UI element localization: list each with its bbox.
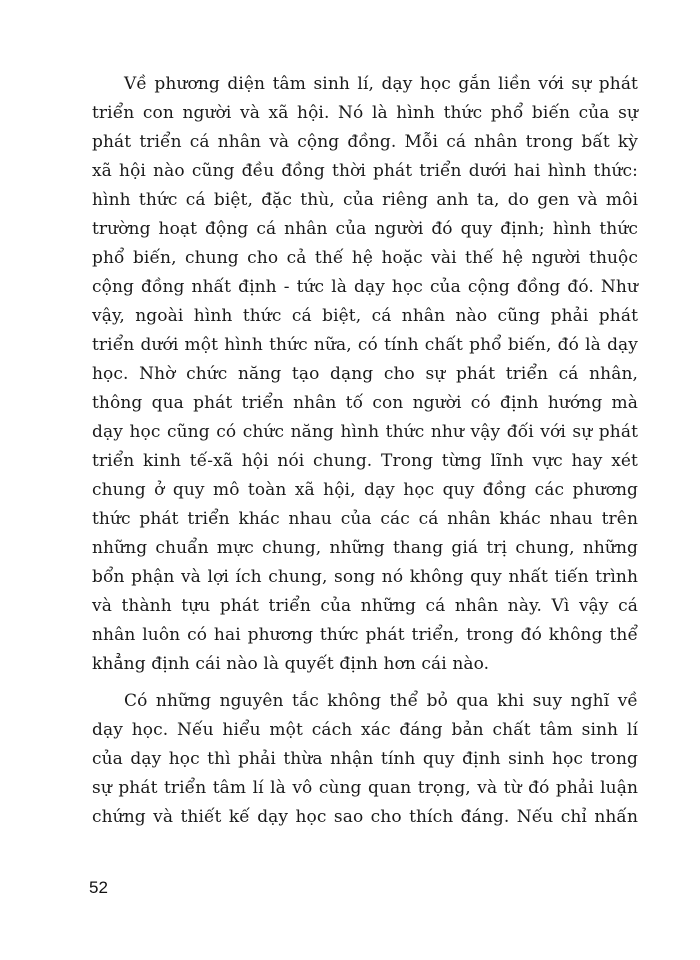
text-line: bổn phận và lợi ích chung, song nó không quy nhất tiến trình bbox=[92, 567, 638, 587]
text-line: Về phương diện tâm sinh lí, dạy học gắn liền với sự phát bbox=[124, 74, 638, 94]
text-line: cộng đồng nhất định - tức là dạy học của cộng đồng đó. Như bbox=[92, 277, 638, 297]
text-line: hình thức cá biệt, đặc thù, của riêng anh ta, do gen và môi bbox=[92, 190, 638, 210]
text-line: học. Nhờ chức năng tạo dạng cho sự phát triển cá nhân, bbox=[92, 364, 638, 384]
text-line: dạy học. Nếu hiểu một cách xác đáng bản chất tâm sinh lí bbox=[92, 720, 638, 740]
text-line: sự phát triển tâm lí là vô cùng quan trọng, và từ đó phải luận bbox=[92, 778, 638, 798]
text-line: thông qua phát triển nhân tố con người có định hướng mà bbox=[92, 393, 638, 413]
page-number: 52 bbox=[89, 878, 108, 897]
text-line: phổ biến, chung cho cả thế hệ hoặc vài thế hệ người thuộc bbox=[92, 248, 638, 268]
text-line: khẳng định cái nào là quyết định hơn cái nào. bbox=[92, 654, 490, 674]
text-line: xã hội nào cũng đều đồng thời phát triển dưới hai hình thức: bbox=[92, 161, 638, 181]
text-line: dạy học cũng có chức năng hình thức như vậy đối với sự phát bbox=[92, 422, 638, 442]
text-line: Có những nguyên tắc không thể bỏ qua khi suy nghĩ về bbox=[124, 691, 638, 711]
text-line: của dạy học thì phải thừa nhận tính quy định sinh học trong bbox=[92, 749, 638, 769]
text-line: triển dưới một hình thức nữa, có tính chất phổ biến, đó là dạy bbox=[92, 335, 638, 355]
text-line: vậy, ngoài hình thức cá biệt, cá nhân nào cũng phải phát bbox=[92, 306, 638, 326]
text-line: và thành tựu phát triển của những cá nhân này. Vì vậy cá bbox=[92, 596, 638, 616]
text-line: thức phát triển khác nhau của các cá nhân khác nhau trên bbox=[92, 509, 638, 529]
paragraph-1 bbox=[92, 70, 638, 679]
text-line: nhân luôn có hai phương thức phát triển, trong đó không thể bbox=[92, 625, 638, 645]
text-line: chung ở quy mô toàn xã hội, dạy học quy đồng các phương bbox=[92, 480, 638, 500]
book-page-body bbox=[92, 70, 638, 832]
text-line: chứng và thiết kế dạy học sao cho thích đáng. Nếu chỉ nhấn bbox=[92, 807, 638, 827]
text-line: phát triển cá nhân và cộng đồng. Mỗi cá nhân trong bất kỳ bbox=[92, 132, 638, 152]
text-line: trường hoạt động cá nhân của người đó quy định; hình thức bbox=[92, 219, 638, 239]
text-line: những chuẩn mực chung, những thang giá trị chung, những bbox=[92, 538, 638, 558]
text-line: triển con người và xã hội. Nó là hình thức phổ biến của sự bbox=[92, 103, 638, 123]
paragraph-2 bbox=[92, 687, 638, 832]
text-line: triển kinh tế-xã hội nói chung. Trong từng lĩnh vực hay xét bbox=[92, 451, 638, 471]
